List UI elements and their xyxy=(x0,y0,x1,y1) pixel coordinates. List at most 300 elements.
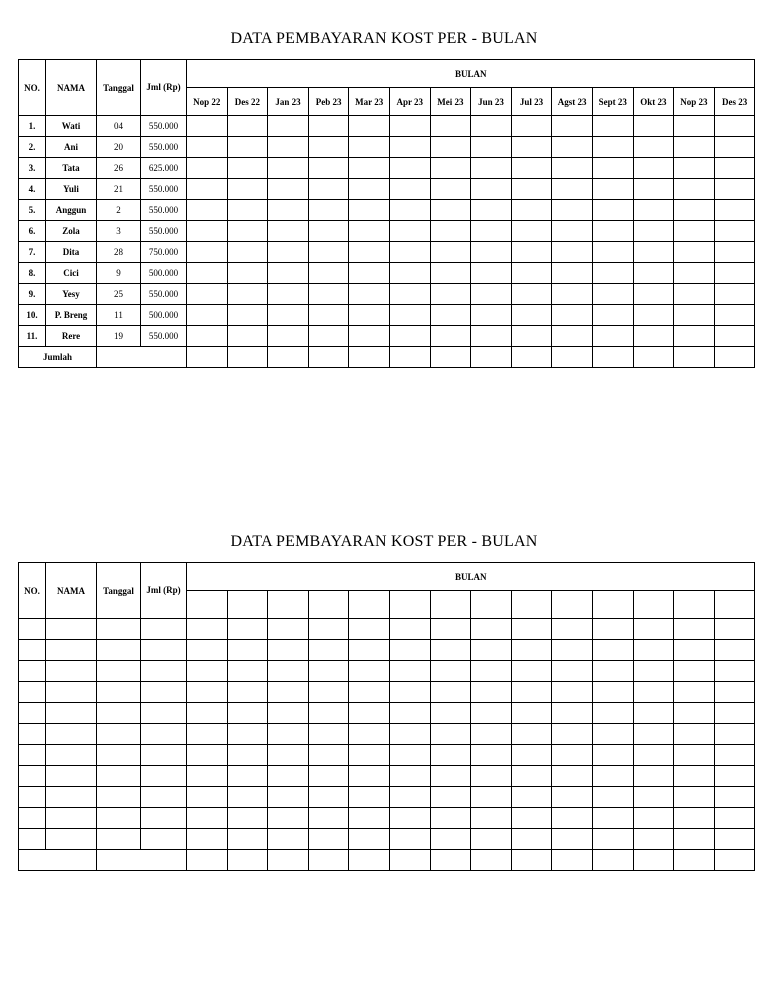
due-date xyxy=(97,766,141,787)
month-header: Nop 23 xyxy=(674,88,715,116)
row-number: 7. xyxy=(19,242,46,263)
payment-cell xyxy=(592,221,633,242)
payment-cell xyxy=(552,137,593,158)
row-number xyxy=(19,745,46,766)
tenant-name xyxy=(46,682,97,703)
amount: 550.000 xyxy=(141,137,187,158)
payment-cell xyxy=(227,284,268,305)
payment-cell xyxy=(674,221,715,242)
total-cell xyxy=(471,347,512,368)
row-number xyxy=(19,619,46,640)
month-header xyxy=(511,591,552,619)
header-nama: NAMA xyxy=(46,60,97,116)
table-row xyxy=(19,661,755,682)
month-header xyxy=(471,591,512,619)
row-number xyxy=(19,787,46,808)
payment-cell xyxy=(268,326,309,347)
payment-cell xyxy=(592,682,633,703)
payment-cell xyxy=(552,263,593,284)
payment-cell xyxy=(592,829,633,850)
amount: 750.000 xyxy=(141,242,187,263)
amount xyxy=(141,661,187,682)
payment-cell xyxy=(430,179,471,200)
due-date xyxy=(97,640,141,661)
payment-cell xyxy=(308,221,349,242)
row-number: 11. xyxy=(19,326,46,347)
row-number: 2. xyxy=(19,137,46,158)
total-cell xyxy=(511,850,552,871)
payment-cell xyxy=(633,640,674,661)
payment-cell xyxy=(308,158,349,179)
total-cell xyxy=(430,347,471,368)
month-header: Peb 23 xyxy=(308,88,349,116)
total-row xyxy=(19,347,755,368)
month-header: Sept 23 xyxy=(592,88,633,116)
amount xyxy=(141,808,187,829)
due-date: 26 xyxy=(97,158,141,179)
tenant-name: Ani xyxy=(46,137,97,158)
tenant-name xyxy=(46,661,97,682)
total-cell xyxy=(430,850,471,871)
month-header: Nop 22 xyxy=(187,88,228,116)
amount xyxy=(141,745,187,766)
payment-cell xyxy=(389,179,430,200)
payment-cell xyxy=(389,745,430,766)
payment-cell xyxy=(592,242,633,263)
amount: 550.000 xyxy=(141,284,187,305)
total-cell xyxy=(308,347,349,368)
tenant-name: Rere xyxy=(46,326,97,347)
header-no: NO. xyxy=(19,563,46,619)
payment-cell xyxy=(471,787,512,808)
payment-cell xyxy=(674,766,715,787)
total-cell xyxy=(714,850,755,871)
tenant-name: Yuli xyxy=(46,179,97,200)
payment-cell xyxy=(349,703,390,724)
table-row xyxy=(19,263,755,284)
payment-cell xyxy=(552,179,593,200)
payment-cell xyxy=(511,766,552,787)
header-tanggal: Tanggal xyxy=(97,60,141,116)
payment-cell xyxy=(633,661,674,682)
total-cell xyxy=(714,347,755,368)
page-title: DATA PEMBAYARAN KOST PER - BULAN xyxy=(230,30,538,47)
payment-cell xyxy=(592,619,633,640)
payment-cell xyxy=(471,326,512,347)
payment-cell xyxy=(471,829,512,850)
due-date: 3 xyxy=(97,221,141,242)
payment-cell xyxy=(389,787,430,808)
due-date: 20 xyxy=(97,137,141,158)
total-cell xyxy=(552,850,593,871)
tenant-name xyxy=(46,724,97,745)
payment-cell xyxy=(227,305,268,326)
payment-cell xyxy=(674,116,715,137)
blank-payment-table xyxy=(18,562,755,871)
payment-cell xyxy=(389,766,430,787)
payment-cell xyxy=(592,661,633,682)
payment-cell xyxy=(349,829,390,850)
payment-cell xyxy=(511,787,552,808)
page-title: DATA PEMBAYARAN KOST PER - BULAN xyxy=(230,533,538,550)
payment-cell xyxy=(227,703,268,724)
payment-cell xyxy=(187,766,228,787)
payment-cell xyxy=(389,640,430,661)
payment-cell xyxy=(349,326,390,347)
tenant-name xyxy=(46,808,97,829)
due-date: 9 xyxy=(97,263,141,284)
payment-cell xyxy=(430,137,471,158)
payment-cell xyxy=(552,326,593,347)
payment-cell xyxy=(308,745,349,766)
payment-cell xyxy=(511,137,552,158)
payment-cell xyxy=(714,787,755,808)
payment-cell xyxy=(227,158,268,179)
payment-cell xyxy=(187,305,228,326)
payment-cell xyxy=(592,200,633,221)
total-cell xyxy=(633,347,674,368)
payment-cell xyxy=(349,640,390,661)
payment-cell xyxy=(308,242,349,263)
payment-cell xyxy=(633,703,674,724)
payment-cell xyxy=(714,137,755,158)
due-date: 11 xyxy=(97,305,141,326)
total-amount xyxy=(97,850,187,871)
tenant-name xyxy=(46,766,97,787)
amount xyxy=(141,787,187,808)
payment-cell xyxy=(552,116,593,137)
payment-cell xyxy=(349,137,390,158)
month-header xyxy=(187,591,228,619)
payment-cell xyxy=(389,263,430,284)
table-row xyxy=(19,829,755,850)
total-label xyxy=(19,850,97,871)
table-row xyxy=(19,766,755,787)
payment-cell xyxy=(633,787,674,808)
table-row xyxy=(19,305,755,326)
payment-cell xyxy=(633,116,674,137)
payment-cell xyxy=(227,640,268,661)
payment-cell xyxy=(187,242,228,263)
payment-cell xyxy=(674,305,715,326)
amount: 500.000 xyxy=(141,263,187,284)
payment-cell xyxy=(430,284,471,305)
payment-cell xyxy=(674,808,715,829)
row-number xyxy=(19,766,46,787)
payment-cell xyxy=(674,745,715,766)
payment-cell xyxy=(227,787,268,808)
payment-cell xyxy=(187,221,228,242)
payment-cell xyxy=(389,137,430,158)
payment-cell xyxy=(592,326,633,347)
payment-cell xyxy=(308,284,349,305)
table-row xyxy=(19,326,755,347)
payment-cell xyxy=(714,158,755,179)
total-cell xyxy=(592,850,633,871)
payment-cell xyxy=(308,326,349,347)
payment-cell xyxy=(430,116,471,137)
payment-cell xyxy=(268,640,309,661)
payment-cell xyxy=(471,200,512,221)
payment-cell xyxy=(349,724,390,745)
total-cell xyxy=(349,347,390,368)
payment-cell xyxy=(592,179,633,200)
payment-cell xyxy=(349,200,390,221)
payment-cell xyxy=(714,682,755,703)
payment-cell xyxy=(471,116,512,137)
payment-cell xyxy=(268,745,309,766)
payment-cell xyxy=(511,326,552,347)
total-cell xyxy=(308,850,349,871)
payment-cell xyxy=(430,766,471,787)
month-header xyxy=(430,591,471,619)
payment-cell xyxy=(633,808,674,829)
payment-cell xyxy=(592,158,633,179)
row-number: 4. xyxy=(19,179,46,200)
payment-cell xyxy=(714,116,755,137)
payment-cell xyxy=(268,829,309,850)
tenant-name: Tata xyxy=(46,158,97,179)
payment-cell xyxy=(674,640,715,661)
tenant-name: Yesy xyxy=(46,284,97,305)
month-header: Apr 23 xyxy=(389,88,430,116)
row-number: 1. xyxy=(19,116,46,137)
payment-cell xyxy=(227,724,268,745)
header-row xyxy=(19,60,755,88)
payment-cell xyxy=(552,200,593,221)
payment-cell xyxy=(471,284,512,305)
payment-cell xyxy=(227,137,268,158)
table-row xyxy=(19,200,755,221)
payment-cell xyxy=(268,179,309,200)
payment-cell xyxy=(308,137,349,158)
payment-cell xyxy=(552,242,593,263)
payment-cell xyxy=(714,619,755,640)
payment-cell xyxy=(308,116,349,137)
table-row xyxy=(19,137,755,158)
payment-cell xyxy=(552,787,593,808)
tenant-name: P. Breng xyxy=(46,305,97,326)
payment-cell xyxy=(552,640,593,661)
payment-cell xyxy=(714,221,755,242)
payment-cell xyxy=(308,305,349,326)
payment-cell xyxy=(471,766,512,787)
payment-cell xyxy=(471,221,512,242)
table-row xyxy=(19,808,755,829)
row-number: 10. xyxy=(19,305,46,326)
payment-cell xyxy=(187,326,228,347)
payment-cell xyxy=(430,263,471,284)
payment-cell xyxy=(552,808,593,829)
payment-cell xyxy=(187,682,228,703)
payment-cell xyxy=(268,787,309,808)
payment-cell xyxy=(349,808,390,829)
month-header: Jan 23 xyxy=(268,88,309,116)
amount xyxy=(141,682,187,703)
payment-cell xyxy=(633,682,674,703)
payment-cell xyxy=(511,284,552,305)
payment-cell xyxy=(227,661,268,682)
payment-cell xyxy=(308,808,349,829)
payment-cell xyxy=(430,787,471,808)
payment-cell xyxy=(308,179,349,200)
month-header: Des 23 xyxy=(714,88,755,116)
payment-cell xyxy=(552,661,593,682)
payment-cell xyxy=(471,808,512,829)
payment-cell xyxy=(714,242,755,263)
payment-cell xyxy=(592,640,633,661)
tenant-name: Cici xyxy=(46,263,97,284)
payment-cell xyxy=(430,640,471,661)
payment-cell xyxy=(389,619,430,640)
due-date xyxy=(97,829,141,850)
payment-cell xyxy=(308,640,349,661)
payment-cell xyxy=(674,682,715,703)
payment-cell xyxy=(430,305,471,326)
payment-cell xyxy=(430,661,471,682)
table-row xyxy=(19,221,755,242)
row-number: 5. xyxy=(19,200,46,221)
amount xyxy=(141,724,187,745)
payment-cell xyxy=(349,284,390,305)
payment-cell xyxy=(349,221,390,242)
table-row xyxy=(19,724,755,745)
payment-cell xyxy=(471,724,512,745)
month-header xyxy=(227,591,268,619)
payment-cell xyxy=(633,221,674,242)
month-header: Mar 23 xyxy=(349,88,390,116)
payment-cell xyxy=(187,619,228,640)
payment-cell xyxy=(308,200,349,221)
payment-cell xyxy=(633,158,674,179)
payment-cell xyxy=(511,619,552,640)
tenant-name: Zola xyxy=(46,221,97,242)
payment-cell xyxy=(674,661,715,682)
payment-cell xyxy=(268,263,309,284)
payment-cell xyxy=(389,682,430,703)
payment-cell xyxy=(511,682,552,703)
payment-cell xyxy=(349,682,390,703)
total-cell xyxy=(633,850,674,871)
payment-cell xyxy=(389,116,430,137)
payment-cell xyxy=(308,682,349,703)
payment-cell xyxy=(471,640,512,661)
payment-cell xyxy=(389,200,430,221)
header-no: NO. xyxy=(19,60,46,116)
payment-cell xyxy=(714,640,755,661)
payment-cell xyxy=(674,137,715,158)
row-number xyxy=(19,829,46,850)
payment-cell xyxy=(511,703,552,724)
payment-cell xyxy=(552,682,593,703)
payment-cell xyxy=(552,724,593,745)
payment-cell xyxy=(389,661,430,682)
payment-cell xyxy=(227,200,268,221)
payment-cell xyxy=(187,116,228,137)
payment-cell xyxy=(349,787,390,808)
payment-cell xyxy=(268,305,309,326)
payment-cell xyxy=(389,221,430,242)
month-header xyxy=(552,591,593,619)
payment-cell xyxy=(714,326,755,347)
month-header: Jul 23 xyxy=(511,88,552,116)
payment-cell xyxy=(674,787,715,808)
row-number xyxy=(19,724,46,745)
month-header xyxy=(308,591,349,619)
payment-cell xyxy=(227,263,268,284)
payment-cell xyxy=(227,766,268,787)
payment-cell xyxy=(552,284,593,305)
payment-cell xyxy=(592,766,633,787)
amount: 625.000 xyxy=(141,158,187,179)
payment-cell xyxy=(674,242,715,263)
total-cell xyxy=(674,850,715,871)
row-number xyxy=(19,682,46,703)
amount: 550.000 xyxy=(141,116,187,137)
tenant-name xyxy=(46,829,97,850)
row-number: 8. xyxy=(19,263,46,284)
payment-cell xyxy=(187,200,228,221)
payment-cell xyxy=(268,221,309,242)
payment-cell xyxy=(471,179,512,200)
payment-cell xyxy=(674,619,715,640)
payment-cell xyxy=(552,158,593,179)
payment-cell xyxy=(389,242,430,263)
payment-cell xyxy=(714,200,755,221)
payment-cell xyxy=(471,137,512,158)
payment-cell xyxy=(633,263,674,284)
payment-cell xyxy=(552,745,593,766)
payment-cell xyxy=(511,263,552,284)
header-jml: Jml (Rp) xyxy=(141,60,187,116)
payment-cell xyxy=(471,619,512,640)
payment-cell xyxy=(471,703,512,724)
total-cell xyxy=(592,347,633,368)
payment-cell xyxy=(552,829,593,850)
payment-cell xyxy=(430,682,471,703)
payment-cell xyxy=(714,829,755,850)
payment-cell xyxy=(714,263,755,284)
total-cell xyxy=(227,850,268,871)
payment-cell xyxy=(674,703,715,724)
due-date: 04 xyxy=(97,116,141,137)
amount xyxy=(141,766,187,787)
payment-cell xyxy=(389,305,430,326)
payment-cell xyxy=(187,661,228,682)
total-cell xyxy=(187,347,228,368)
due-date xyxy=(97,619,141,640)
payment-cell xyxy=(308,661,349,682)
total-cell xyxy=(511,347,552,368)
payment-cell xyxy=(187,787,228,808)
payment-cell xyxy=(511,305,552,326)
payment-cell xyxy=(714,703,755,724)
payment-cell xyxy=(511,745,552,766)
payment-cell xyxy=(633,745,674,766)
payment-cell xyxy=(511,158,552,179)
payment-cell xyxy=(430,724,471,745)
payment-cell xyxy=(389,703,430,724)
payment-cell xyxy=(430,829,471,850)
payment-cell xyxy=(268,284,309,305)
payment-cell xyxy=(430,158,471,179)
payment-cell xyxy=(227,242,268,263)
payment-cell xyxy=(674,263,715,284)
header-tanggal: Tanggal xyxy=(97,563,141,619)
payment-cell xyxy=(674,326,715,347)
payment-cell xyxy=(714,808,755,829)
payment-cell xyxy=(349,179,390,200)
